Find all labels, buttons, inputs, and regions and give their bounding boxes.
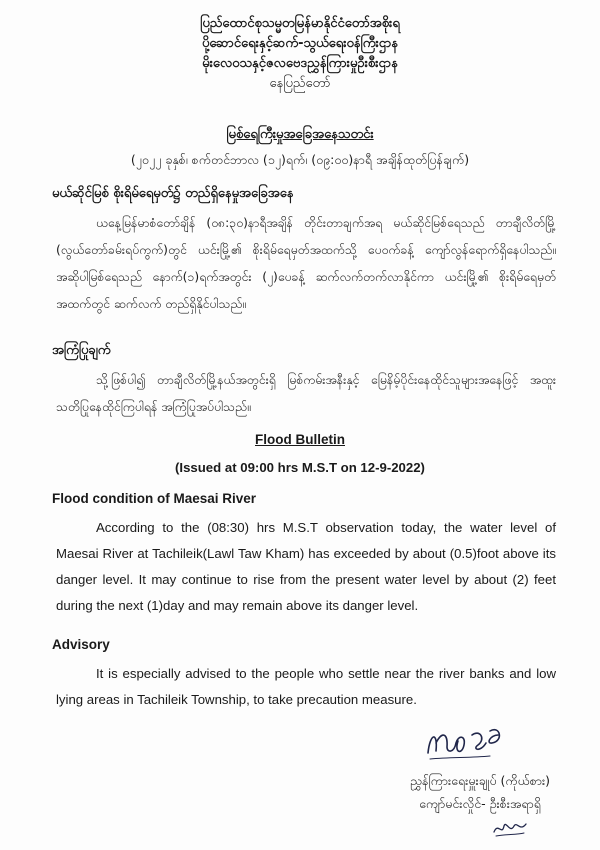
- en-condition-heading: Flood condition of Maesai River: [52, 491, 257, 506]
- header-line-government: ပြည်ထောင်စုသမ္မတမြန်မာနိုင်ငံတော်အစိုးရ: [200, 16, 400, 31]
- mm-issued-line: (၂၀၂၂ ခုနှစ်၊ စက်တင်ဘာလ (၁၂)ရက်၊ (၀၉:၀၀)နာရီ အချိန်ထုတ်ပြန်ချက်): [130, 152, 470, 167]
- header-line-ministry: ပို့ဆောင်ရေးနှင့်ဆက်-သွယ်ရေးဝန်ကြီးဌာန: [201, 36, 399, 51]
- mm-condition-body: ယနေ့မြန်မာစံတော်ချိန် (၀၈:၃၀)နာရီအချိန် တိုင်းတာချက်အရ မယ်ဆိုင်မြစ်ရေသည် တာချီလိတ်မြို့ (လွယ်တော်ခမ်းရပ်ကွက်)တွင် ယင်းမြို့၏ စိုးရိမ်ရေမှတ်အထက်သို့ ပေ၀က်ခန့် ကျော်လွန်ရောက်ရှိနေပါသည်။ အဆိုပါမြစ်ရေသည် နောက်(၁)ရက်အတွင်း (၂)ပေခန့် ဆက်လက်တက်လာနိုင်ကာ ယင်းမြို့၏ စိုးရိမ်ရေမှတ်အထက်တွင် ဆက်လက် တည်ရှိနိုင်ပါသည်။: [56, 216, 556, 311]
- handwritten-initials: [490, 818, 530, 840]
- en-condition-body: According to the (08:30) hrs M.S.T observation today, the water level of Maesai River at Tachileik(Lawl Taw Kham) has exceeded by about (0.5)foot above its danger level. It may continue to rise from the present water level by about (2) feet during the next (1)day and may remain above its danger level.: [56, 520, 556, 613]
- mm-advisory-body: သို့ဖြစ်ပါ၍ တာချီလိတ်မြို့နယ်အတွင်းရှိ မြစ်ကမ်းအနီးနှင့် မြေနိမ့်ပိုင်းနေထိုင်သူများအနေဖြင့် အထူး သတိပြုနေထိုင်ကြပါရန် အကြံပြုအပ်ပါသည်။: [56, 373, 556, 414]
- en-bulletin-title: Flood Bulletin: [255, 432, 345, 447]
- handwritten-signature: [420, 713, 510, 773]
- signatory-title: ညွှန်ကြားရေးမှူးချုပ် (ကိုယ်စား): [409, 773, 551, 788]
- header-line-city: နေပြည်တော်: [269, 76, 331, 91]
- signatory-officer: ကျော်မင်းလှိုင်- ဦးစီးအရာရှိ: [419, 796, 541, 811]
- en-advisory-heading: Advisory: [52, 637, 110, 652]
- mm-bulletin-title: မြစ်ရေကြီးမှုအခြေအနေသတင်း: [226, 127, 374, 142]
- header-line-department: မိုးလေဝသနှင့်ဇလဗေဒညွှန်ကြားမှုဦးစီးဌာန: [202, 56, 398, 71]
- en-advisory-body: It is especially advised to the people who settle near the river banks and low lying areas in Tachileik Township, to take precaution measure.: [56, 666, 556, 707]
- ministry-header: [0, 14, 600, 94]
- mm-advisory-heading: အကြံပြုချက်: [52, 343, 111, 358]
- mm-condition-heading: မယ်ဆိုင်မြစ် စိုးရိမ်ရေမှတ်၌ တည်ရှိနေမှုအခြေအနေ: [52, 186, 294, 201]
- en-issued-line: (Issued at 09:00 hrs M.S.T on 12-9-2022): [175, 460, 425, 475]
